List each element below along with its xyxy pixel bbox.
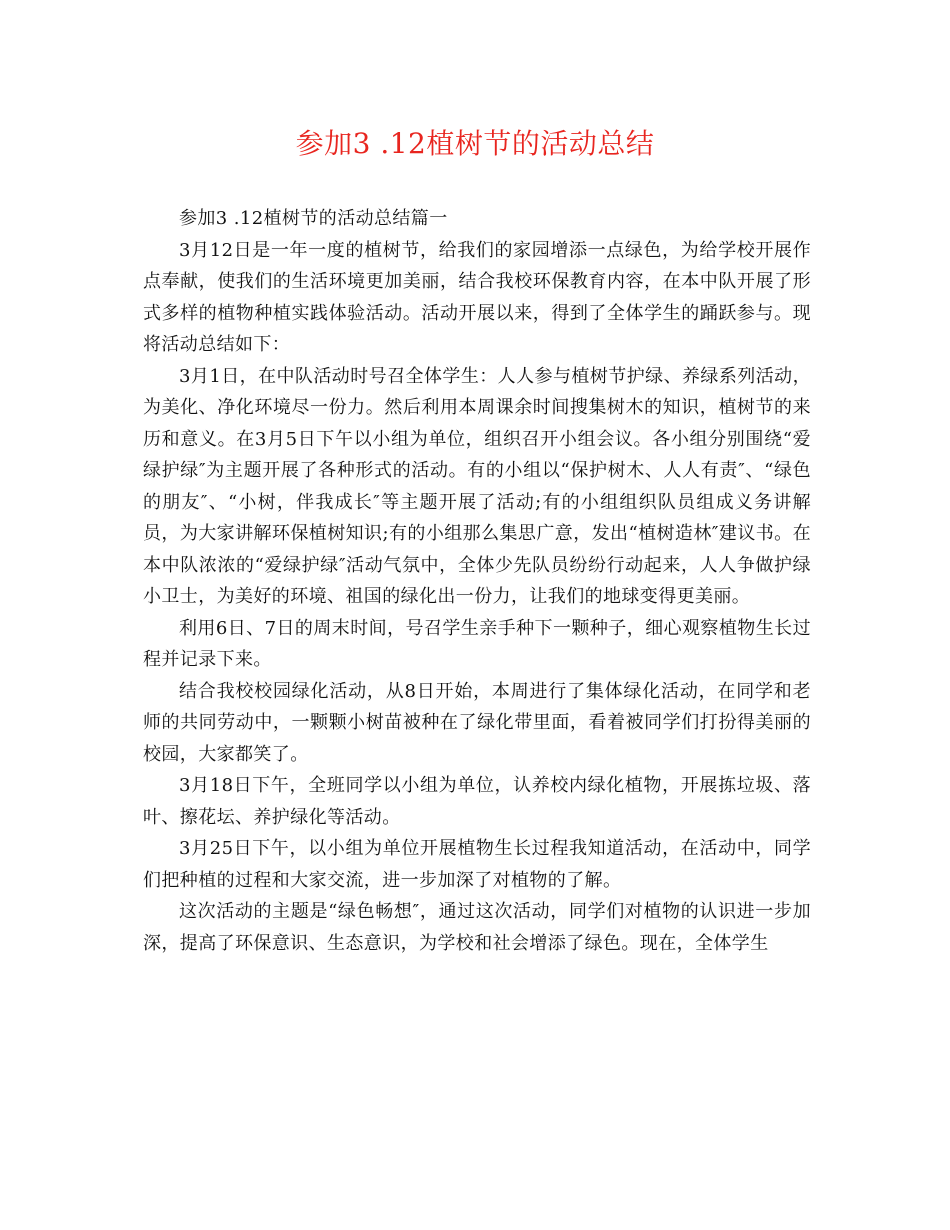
paragraph: 结合我校校园绿化活动，从8日开始，本周进行了集体绿化活动，在同学和老师的共同劳动中，一颗颗小树苗被种在了绿化带里面，看着被同学们打扮得美丽的校园，大家都笑了。 bbox=[143, 680, 811, 765]
paragraph: 3月25日下午，以小组为单位开展植物生长过程我知道活动，在活动中，同学们把种植的过程和大家交流，进一步加深了对植物的了解。 bbox=[143, 838, 811, 891]
paragraph: 3月1日，在中队活动时号召全体学生：人人参与植树节护绿、养绿系列活动，为美化、净化环境尽一份力。然后利用本周课余时间搜集树木的知识，植树节的来历和意义。在3月5日下午以小组为单位，组织召开小组会议。各小组分别围绕“爱绿护绿″为主题开展了各种形式的活动。有的小组以“保护树木、人人有责″、“绿色的朋友″、“小树，伴我成长″等主题开展了活动;有的小组组织队员组成义务讲解员，为大家讲解环保植树知识;有的小组那么集思广意，发出“植树造林″建议书。在本中队浓浓的“爱绿护绿″活动气氛中，全体少先队员纷纷行动起来，人人争做护绿小卫士，为美好的环境、祖国的绿化出一份力，让我们的地球变得更美丽。 bbox=[143, 365, 811, 607]
document-body bbox=[143, 203, 811, 959]
paragraph: 3月12日是一年一度的植树节，给我们的家园增添一点绿色，为给学校开展作点奉献，使我们的生活环境更加美丽，结合我校环保教育内容，在本中队开展了形式多样的植物种植实践体验活动。活动开展以来，得到了全体学生的踊跃参与。现将活动总结如下： bbox=[143, 239, 811, 355]
paragraph: 3月18日下午，全班同学以小组为单位，认养校内绿化植物，开展拣垃圾、落叶、擦花坛、养护绿化等活动。 bbox=[143, 775, 811, 828]
paragraph-subtitle: 参加3 .12植树节的活动总结篇一 bbox=[179, 208, 448, 229]
paragraph: 利用6日、7日的周末时间，号召学生亲手种下一颗种子，细心观察植物生长过程并记录下来。 bbox=[143, 617, 811, 670]
document-title: 参加3 .12植树节的活动总结 bbox=[295, 127, 655, 160]
paragraph: 这次活动的主题是“绿色畅想″，通过这次活动，同学们对植物的认识进一步加深，提高了环保意识、生态意识，为学校和社会增添了绿色。现在，全体学生 bbox=[143, 901, 811, 954]
